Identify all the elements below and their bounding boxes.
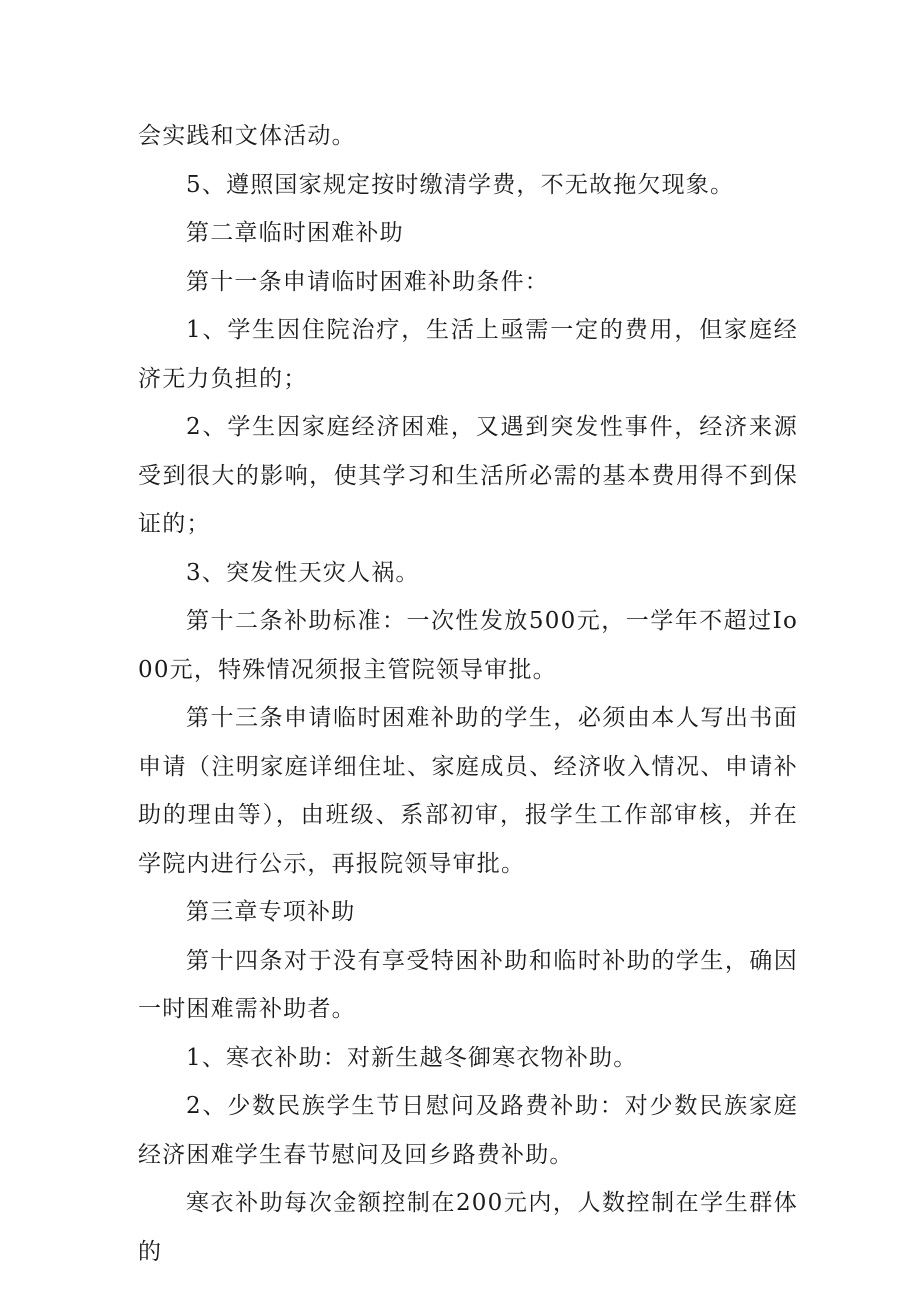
paragraph-continuation: 会实践和文体活动。 <box>138 123 356 149</box>
paragraph-item-2-emergency: 2、学生因家庭经济困难，又遇到突发性事件，经济来源受到很大的影响，使其学习和生活所必需的基本费用得不到保证的； <box>138 414 798 537</box>
article-14-heading: 第十四条对于没有享受特困补助和临时补助的学生，确因一时困难需补助者。 <box>138 947 798 1022</box>
article-13-application: 第十三条申请临时困难补助的学生，必须由本人写出书面申请（注明家庭详细住址、家庭成员、经济收入情况、申请补助的理由等），由班级、系部初审，报学生工作部审核，并在学院内进行公示，再报院领导审批。 <box>138 705 798 877</box>
paragraph-item-2-ethnic-minority: 2、少数民族学生节日慰问及路费补助：对少数民族家庭经济困难学生春节慰问及回乡路费补助。 <box>138 1093 798 1168</box>
article-12-standard: 第十二条补助标准：一次性发放500元，一学年不超过Io00元，特殊情况须报主管院领导审批。 <box>138 608 798 683</box>
paragraph-item-1-winter-clothing: 1、寒衣补助：对新生越冬御寒衣物补助。 <box>186 1044 638 1071</box>
article-11-heading: 第十一条申请临时困难补助条件： <box>186 268 549 295</box>
paragraph-item-1-hospital: 1、学生因住院治疗，生活上亟需一定的费用，但家庭经济无力负担的； <box>138 317 798 392</box>
paragraph-winter-clothing-limit: 寒衣补助每次金额控制在200元内，人数控制在学生群体的 <box>138 1190 798 1265</box>
paragraph-item-5-tuition: 5、遵照国家规定按时缴清学费，不无故拖欠现象。 <box>186 171 735 198</box>
chapter-heading-3: 第三章专项补助 <box>186 899 356 925</box>
chapter-heading-2: 第二章临时困难补助 <box>186 220 404 246</box>
paragraph-item-3-disaster: 3、突发性天灾人祸。 <box>186 559 420 586</box>
document-body <box>138 112 798 1276</box>
